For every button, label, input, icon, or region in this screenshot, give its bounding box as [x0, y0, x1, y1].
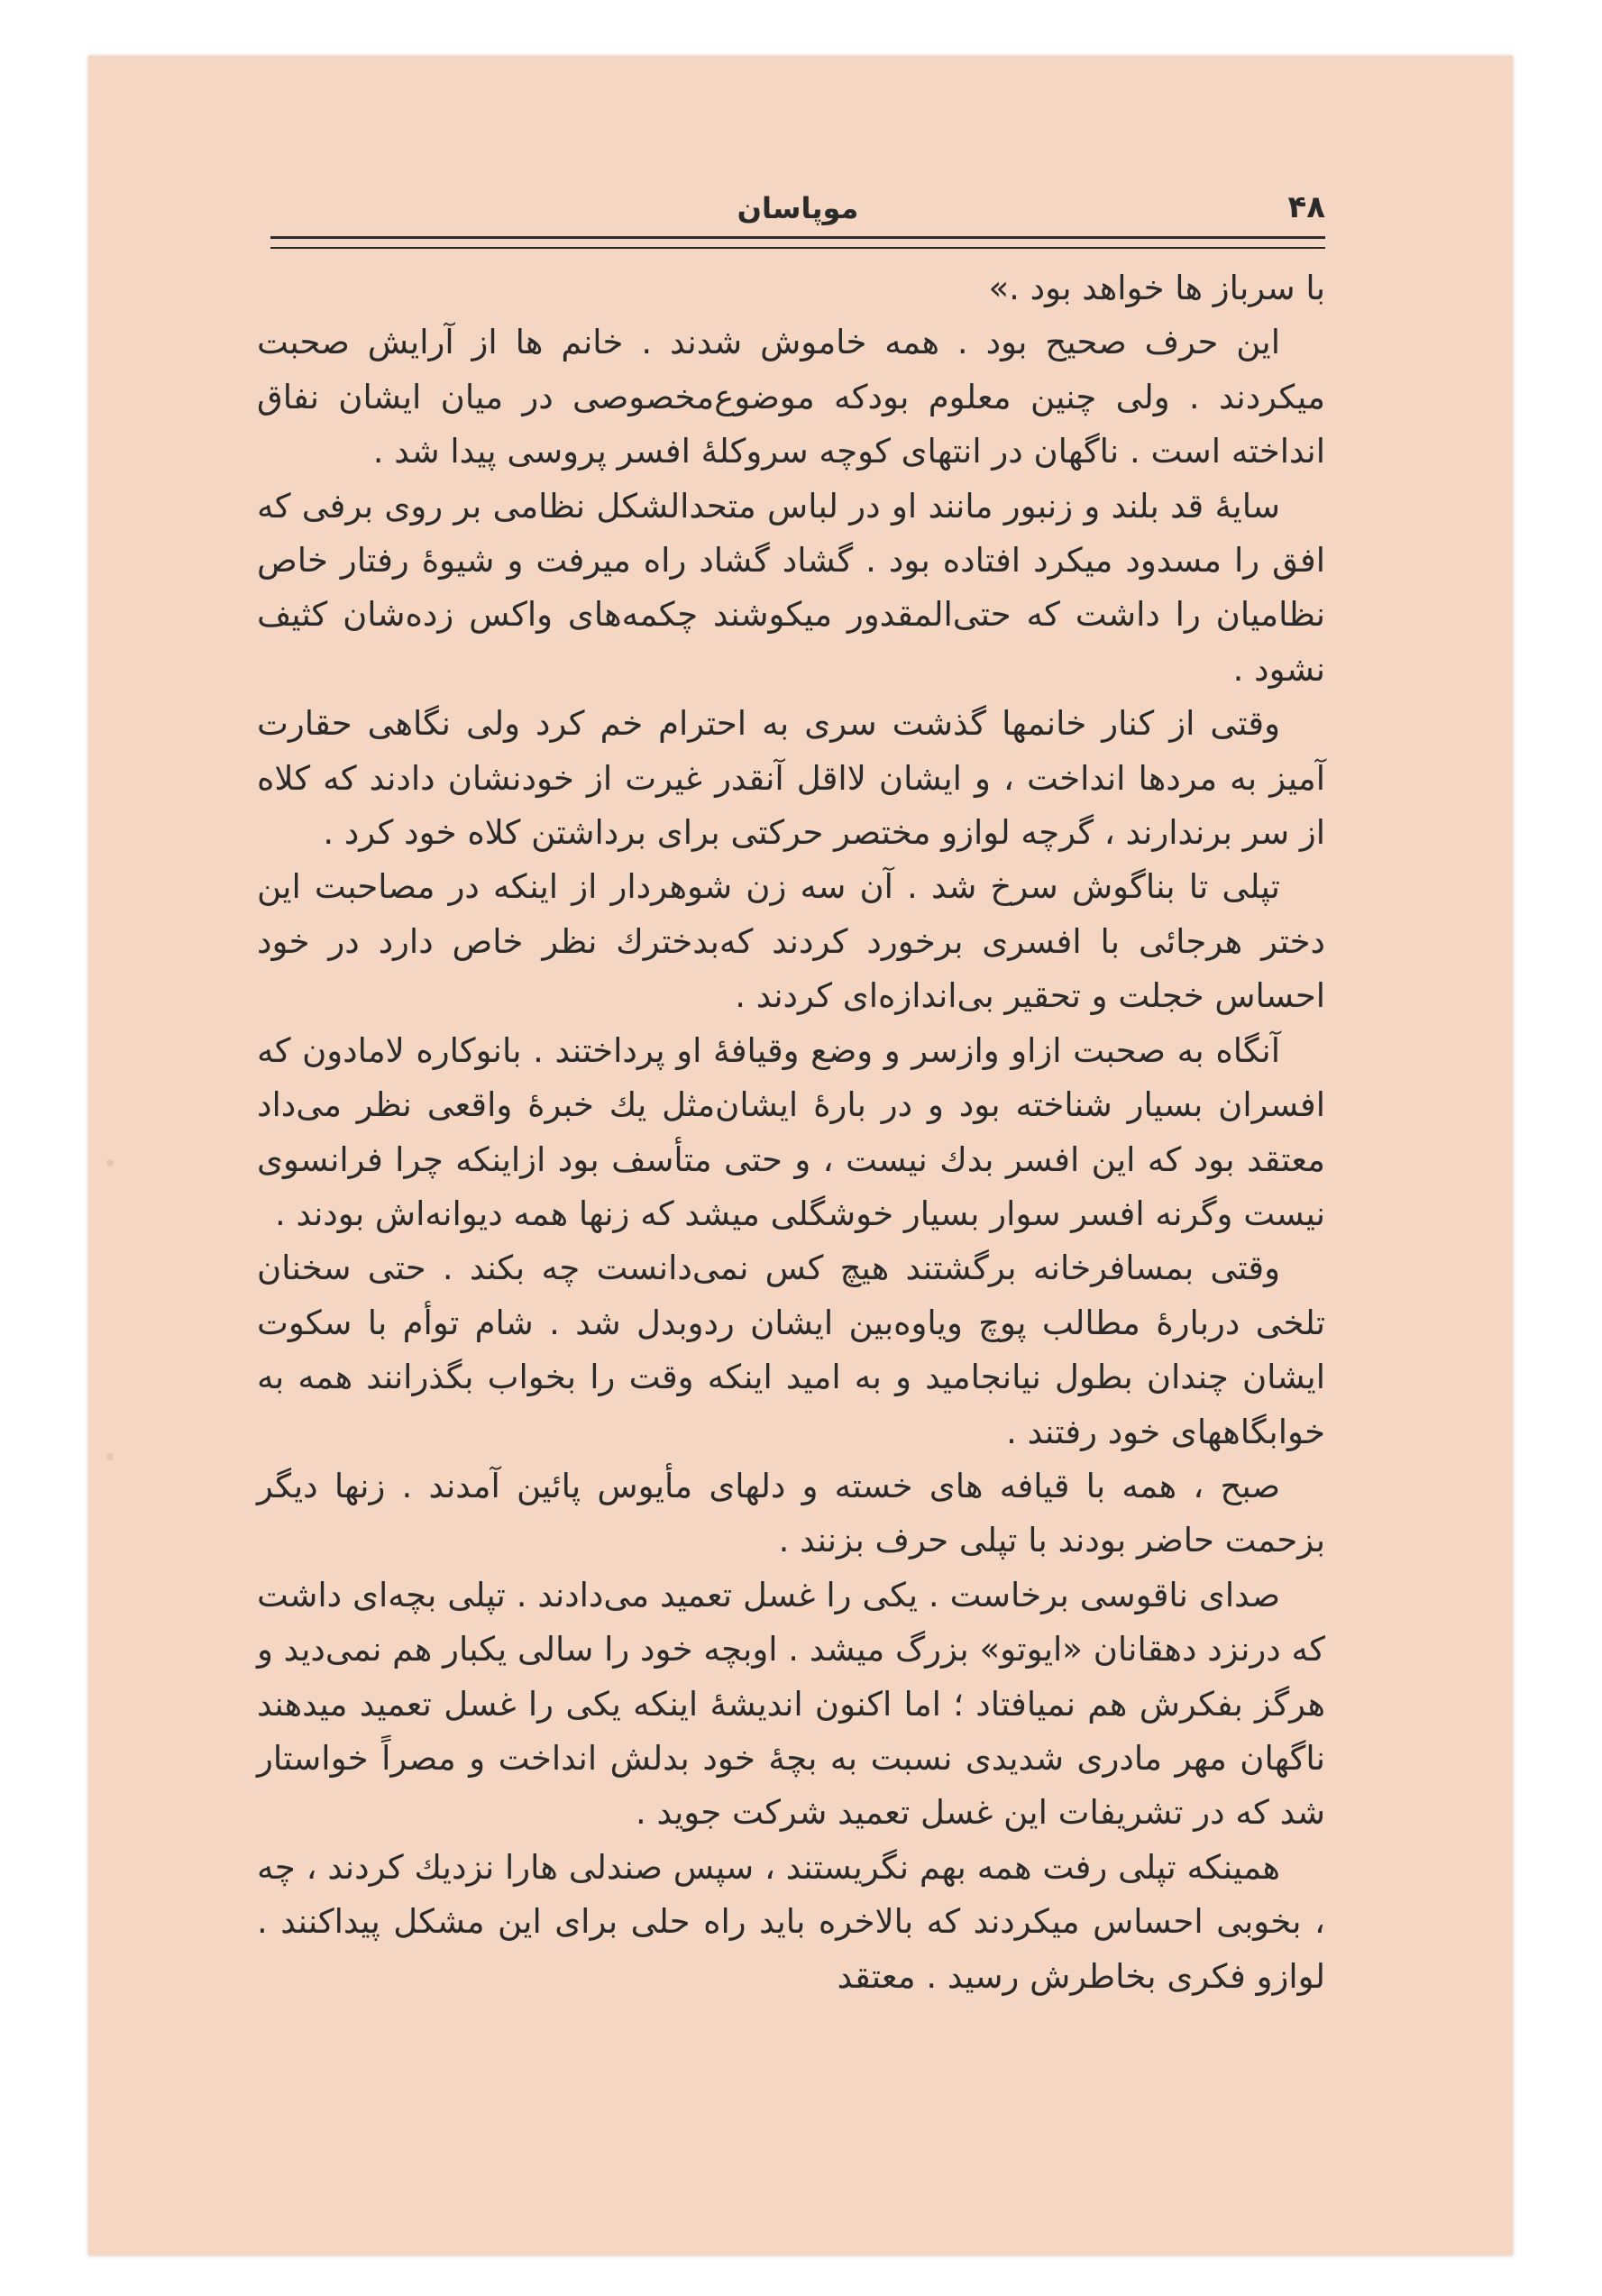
punch-hole — [106, 1159, 114, 1166]
header-rule — [270, 236, 1325, 239]
header-rule — [270, 247, 1325, 249]
punch-hole — [106, 1453, 114, 1460]
paragraph: سایهٔ قد بلند و زنبور مانند او در لباس متحدالشکل نظامی بر روی برفی که افق را مسدود میکرد افتاده بود . گشاد گشاد راه میرفت و شیوهٔ رفتار خاص نظامیان را داشت که حتی‌المقدور میکوشند چکمه‌های واکس زده‌شان کثیف نشود . — [257, 486, 1325, 689]
paragraph: صبح ، همه با قیافه های خسته و دلهای مأیوس پائین آمدند . زنها دیگر بزحمت حاضر بودند با تپلی حرف بزنند . — [257, 1466, 1325, 1560]
paragraph: تپلی تا بناگوش سرخ شد . آن سه زن شوهردار از اینکه در مصاحبت این دختر هرجائی با افسری برخورد کردند که‌بدخترك نظر خاص دارد در خود احساس خجلت و تحقیر بی‌اندازه‌ای کردند . — [257, 867, 1325, 1016]
body-text — [257, 261, 1325, 2064]
page-header — [270, 189, 1325, 234]
running-title: موپاسان — [737, 191, 859, 225]
paragraph: آنگاه به صحبت ازاو وازسر و وضع وقیافهٔ او پرداختند . بانوکاره لامادون که افسران بسیار شناخته بود و در بارهٔ ایشان‌مثل یك خبرهٔ واقعی نظر می‌داد معتقد بود که این افسر بدك نیست ، و حتی متأسف بود ازاینکه چرا فرانسوی نیست وگرنه افسر سوار بسیار خوشگلی میشد که زنها همه دیوانه‌اش بودند . — [257, 1030, 1325, 1233]
paragraph: با سرباز ها خواهد بود .» — [988, 269, 1325, 307]
paragraph: وقتی بمسافرخانه برگشتند هیچ کس نمی‌دانست چه بکند . حتی سخنان تلخی دربارهٔ مطالب پوچ ویاوه‌بین ایشان ردوبدل شد . شام توأم با سکوت ایشان چندان بطول نیانجامید و به امید اینکه وقت را بخواب بگذرانند همه به خوابگاههای خود رفتند . — [257, 1249, 1325, 1451]
paragraph: وقتی از کنار خانمها گذشت سری به احترام خم کرد ولی نگاهی حقارت آمیز به مردها انداخت ، و ایشان لااقل آنقدر غیرت از خودنشان دادند که کلاه از سر برندارند ، گرچه لوازو مختصر حرکتی برای برداشتن کلاه خود کرد . — [257, 704, 1325, 853]
paragraph: همینکه تپلی رفت همه بهم نگریستند ، سپس صندلی هارا نزدیك کردند ، چه ، بخوبی احساس میکردند که بالاخره باید راه حلی برای این مشکل پیداکنند . لوازو فکری بخاطرش رسید . معتقد — [257, 1847, 1325, 1996]
paragraph: این حرف صحیح بود . همه خاموش شدند . خانم ها از آرایش صحبت میکردند . ولی چنین معلوم بودکه موضوع‌مخصوصی در میان ایشان نفاق انداخته است . ناگهان در انتهای کوچه سروکلهٔ افسر پروسی پیدا شد . — [257, 323, 1325, 471]
paragraph: صدای ناقوسی برخاست . یکی را غسل تعمید می‌دادند . تپلی بچه‌ای داشت که درنزد دهقانان «ایوتو» بزرگ میشد . اوبچه خود را سالی یکبار هم نمی‌دید و هرگز بفکرش هم نمیافتاد ؛ اما اکنون اندیشهٔ اینکه یکی را غسل تعمید میدهند ناگهان مهر مادری شدیدی نسبت به بچهٔ خود بدلش انداخت و مصراً خواستار شد که در تشریفات این غسل تعمید شرکت جوید . — [257, 1575, 1325, 1833]
page-number: ۴۸ — [1287, 189, 1325, 225]
